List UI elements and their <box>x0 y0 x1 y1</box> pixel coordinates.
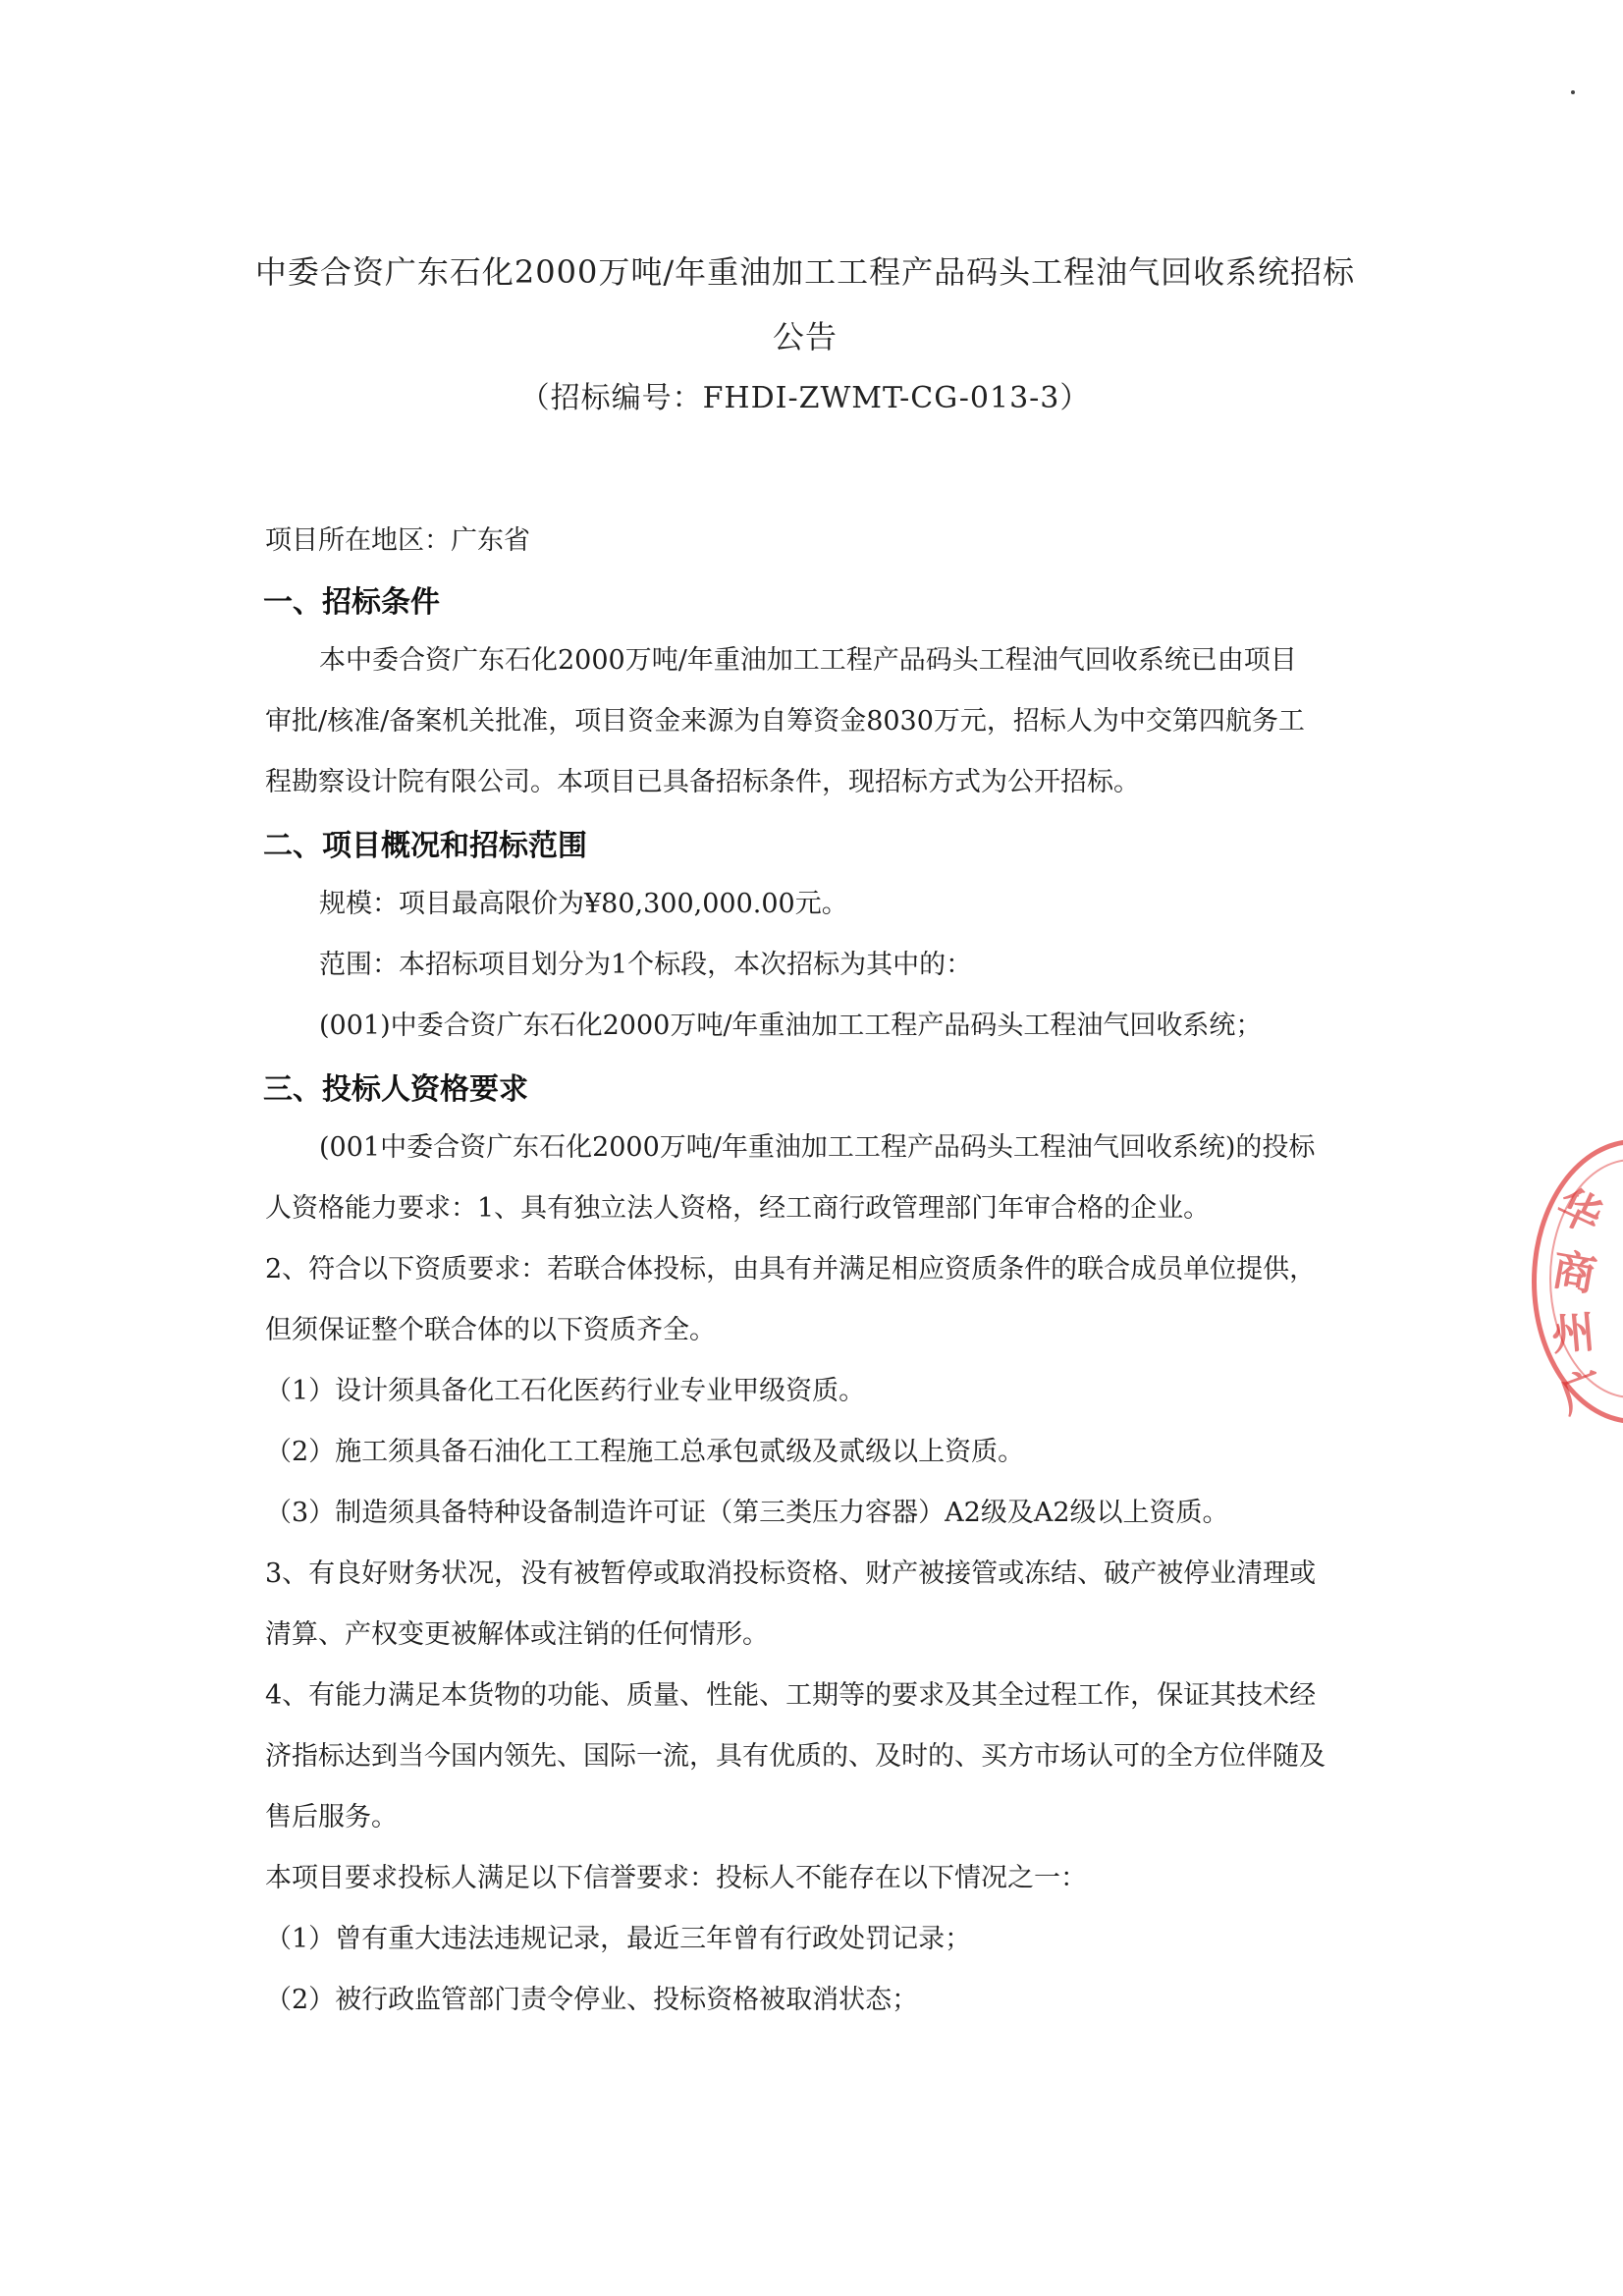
list-item: （3）制造须具备特种设备制造许可证（第三类压力容器）A2级及A2级以上资质。 <box>265 1498 1229 1528</box>
paragraph: (001中委合资广东石化2000万吨/年重油加工工程产品码头工程油气回收系统)的投标 <box>319 1132 1316 1163</box>
paragraph: 程勘察设计院有限公司。本项目已具备招标条件，现招标方式为公开招标。 <box>265 767 1140 797</box>
section-2-heading: 二、项目概况和招标范围 <box>263 829 587 863</box>
document-title-line1: 中委合资广东石化2000万吨/年重油加工工程产品码头工程油气回收系统招标 <box>254 253 1356 291</box>
paragraph: 济指标达到当今国内领先、国际一流，具有优质的、及时的、买方市场认可的全方位伴随及 <box>265 1741 1325 1772</box>
paragraph: 规模：项目最高限价为¥80,300,000.00元。 <box>319 889 848 919</box>
list-item: （1）曾有重大违法违规记录，最近三年曾有行政处罚记录； <box>265 1924 972 1954</box>
paragraph: 4、有能力满足本货物的功能、质量、性能、工期等的要求及其全过程工作，保证其技术经 <box>265 1680 1317 1711</box>
paragraph: 人资格能力要求：1、具有独立法人资格，经工商行政管理部门年审合格的企业。 <box>265 1193 1211 1224</box>
seal-char: 商 <box>1548 1244 1600 1302</box>
document-title-line2: 公告 <box>772 318 838 355</box>
paragraph: 售后服务。 <box>265 1802 398 1832</box>
paragraph: 3、有良好财务状况，没有被暂停或取消投标资格、财产被接管或冻结、破产被停业清理或 <box>265 1558 1317 1589</box>
scan-speck <box>1571 90 1575 94</box>
paragraph: 清算、产权变更被解体或注销的任何情形。 <box>265 1619 769 1650</box>
paragraph: 范围：本招标项目划分为1个标段，本次招标为其中的： <box>319 950 973 980</box>
paragraph: 但须保证整个联合体的以下资质齐全。 <box>265 1315 716 1345</box>
paragraph: 本项目要求投标人满足以下信誉要求：投标人不能存在以下情况之一： <box>265 1863 1087 1893</box>
project-region: 项目所在地区：广东省 <box>265 525 530 556</box>
seal-char: 华 <box>1548 1179 1609 1244</box>
list-item: （1）设计须具备化工石化医药行业专业甲级资质。 <box>265 1376 866 1406</box>
list-item: （2）被行政监管部门责令停业、投标资格被取消状态； <box>265 1985 919 2015</box>
paragraph: 2、符合以下资质要求：若联合体投标，由具有并满足相应资质条件的联合成员单位提供， <box>265 1254 1317 1285</box>
seal-char: 州 <box>1549 1307 1597 1361</box>
paragraph: 审批/核准/备案机关批准，项目资金来源为自筹资金8030万元，招标人为中交第四航务工 <box>265 706 1305 737</box>
section-3-heading: 三、投标人资格要求 <box>263 1072 528 1107</box>
section-1-heading: 一、招标条件 <box>263 585 440 620</box>
list-item: （2）施工须具备石油化工工程施工总承包贰级及贰级以上资质。 <box>265 1437 1025 1467</box>
bid-number: （招标编号：FHDI-ZWMT-CG-013-3） <box>519 381 1091 415</box>
paragraph: (001)中委合资广东石化2000万吨/年重油加工工程产品码头工程油气回收系统； <box>319 1011 1263 1041</box>
seal-char: 广 <box>1553 1361 1611 1424</box>
paragraph: 本中委合资广东石化2000万吨/年重油加工工程产品码头工程油气回收系统已由项目 <box>319 645 1297 676</box>
